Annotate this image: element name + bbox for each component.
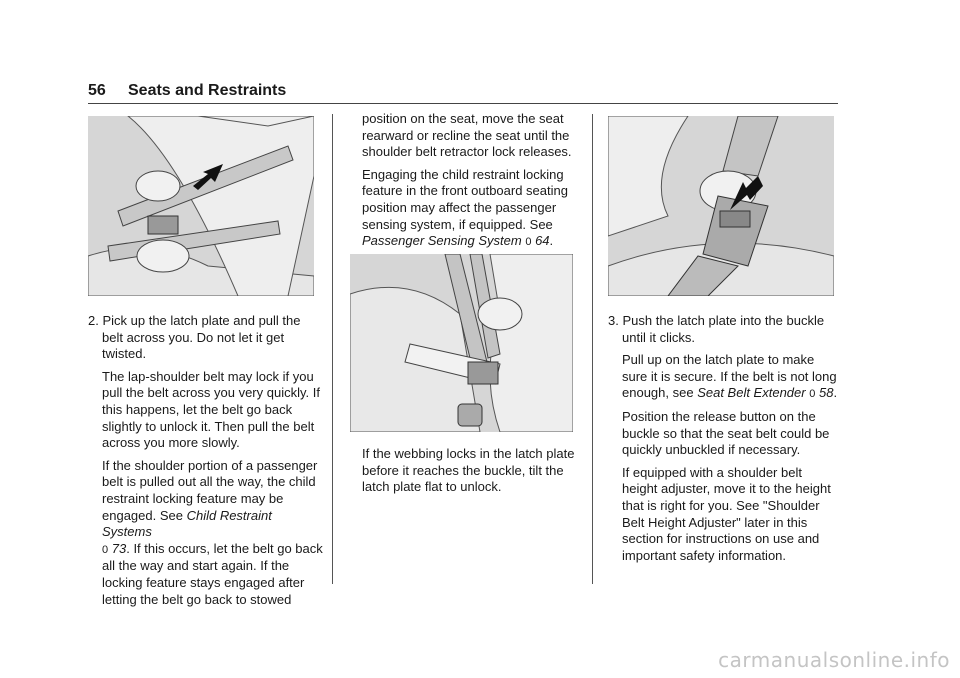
period: . — [833, 385, 838, 401]
paragraph-webbing-locks: If the webbing locks in the latch plate before it reaches the buckle, tilt the latch plate flat to unlock. — [362, 446, 575, 495]
step-2-text: Pick up the latch plate and pull the belt across you. Do not let it get twisted. — [102, 313, 301, 362]
ref-passenger-sensing-system[interactable]: Passenger Sensing System — [362, 233, 522, 249]
ref-page-58[interactable]: 58 — [818, 385, 834, 401]
page-ref-arrow-icon: 0 — [525, 236, 532, 249]
child-locking-text-b: . If this occurs, let the belt go back all the way and start again. If the locking feature stays engaged after letting the belt go back to stowed — [102, 540, 323, 607]
watermark: carmanualsonline.info — [718, 648, 950, 672]
column-divider-1 — [332, 114, 333, 584]
step-3 — [608, 313, 840, 346]
column-divider-2 — [592, 114, 593, 584]
paragraph-height-adjuster: If equipped with a shoulder belt height adjuster, move it to the height that is right for you. See "Shoulder Belt Height Adjuster" later in this section for instructions on use and important safety information. — [622, 464, 831, 563]
illustration-latch-plate — [350, 254, 573, 432]
step-2-number: 2. — [88, 313, 99, 328]
child-locking-text-a: If the shoulder portion of a passenger belt is pulled out all the way, the child restraint locking feature may be engaged. See — [102, 457, 318, 523]
passenger-sensing-text: Engaging the child restraint locking feature in the front outboard seating position may affect the passenger sensing system, if equipped. See — [362, 166, 568, 232]
page-ref-arrow-icon: 0 — [809, 388, 816, 401]
column-2-text — [362, 111, 584, 257]
pull-belt-drawing — [88, 116, 314, 296]
step-3-text: Push the latch plate into the buckle until it clicks. — [622, 313, 825, 345]
section-title: Seats and Restraints — [128, 82, 287, 99]
paragraph-lap-shoulder: The lap-shoulder belt may lock if you pull the belt across you very quickly. If this happens, let the belt go back slightly to unlock it. Then pull the belt across you more slowly. — [102, 368, 320, 451]
paragraph-release-button: Position the release button on the buckle so that the seat belt could be quickly unbuckled if necessary. — [622, 408, 830, 458]
column-3-text — [608, 313, 840, 570]
paragraph-pull-up-latch — [608, 352, 840, 403]
step-3-number: 3. — [608, 313, 619, 328]
column-2-lower-text — [362, 446, 584, 502]
paragraph-child-locking — [88, 458, 324, 608]
column-1-text — [88, 313, 324, 614]
page-number: 56 — [88, 82, 106, 99]
header-divider — [88, 103, 838, 104]
ref-page-64[interactable]: 64 — [535, 233, 550, 249]
step-2 — [88, 313, 324, 363]
period: . — [549, 233, 554, 249]
illustration-pull-belt — [88, 116, 314, 296]
latch-plate-drawing — [350, 254, 573, 432]
pull-up-text: Pull up on the latch plate to make sure it is secure. If the belt is not long enough, see — [622, 352, 837, 401]
ref-child-restraint-systems[interactable]: Child Restraint Systems — [102, 507, 272, 540]
ref-seat-belt-extender[interactable]: Seat Belt Extender — [697, 385, 806, 401]
illustration-buckle — [608, 116, 834, 296]
buckle-drawing — [608, 116, 834, 296]
paragraph-continued-stowed: position on the seat, move the seat rearward or recline the seat until the shoulder belt retractor lock releases. — [362, 111, 572, 160]
page-ref-arrow-icon: 0 — [102, 543, 109, 556]
paragraph-passenger-sensing — [362, 167, 584, 251]
ref-page-73[interactable]: 73 — [111, 540, 127, 556]
